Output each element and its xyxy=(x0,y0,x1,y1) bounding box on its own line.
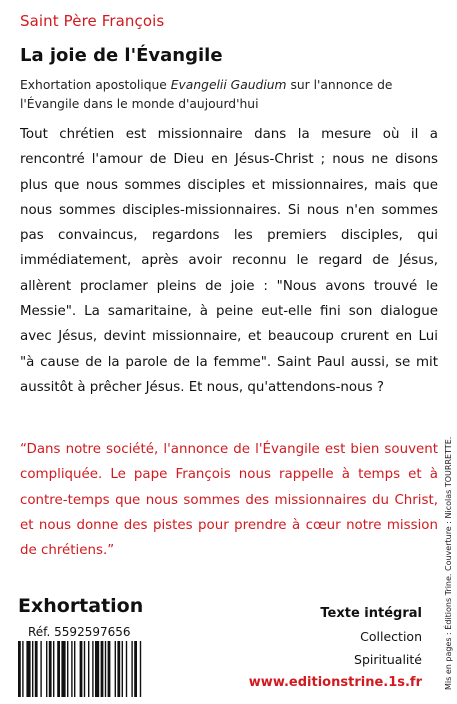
collection-label: Collection xyxy=(360,629,422,644)
collection-name: Spiritualité xyxy=(354,652,422,667)
subtitle-lead: Exhortation apostolique xyxy=(20,78,171,92)
publisher-website: www.editionstrine.1s.fr xyxy=(248,675,422,690)
publisher-block xyxy=(212,602,422,694)
book-title: La joie de l'Évangile xyxy=(20,45,223,66)
subtitle-tail: sur l'annonce de l'Évangile dans le monde d'aujourd'hui xyxy=(20,78,393,111)
blurb-quote: “Dans notre société, l'annonce de l'Évangile est bien souvent compliquée. Le pape François nous rappelle à temps et à contre-temps que nous sommes des missionnaires du Christ, et nous donne des pistes pour prendre à cœur notre mission de chrétiens.” xyxy=(20,442,438,559)
blurb-paragraph: Tout chrétien est missionnaire dans la mesure où il a rencontré l'amour de Dieu en Jésus-Christ ; nous ne disons plus que nous sommes disciples et missionnaires, mais que nous sommes disciples-missionnaires. Si nous n'en sommes pas convaincus, regardons les premiers disciples, qui immédiatement, après avoir reconnu le regard de Jésus, allèrent proclamer pleins de joie : "Nous avons trouvé le Messie". La samaritaine, à peine eut-elle fini son dialogue avec Jésus, devint missionnaire, et beaucoup crurent en Lui "à cause de la parole de la femme". Saint Paul aussi, se mit aussitôt à prêcher Jésus. Et nous, qu'attendons-nous ? xyxy=(20,127,438,395)
book-subtitle xyxy=(20,76,440,114)
integral-text-label: Texte intégral xyxy=(320,606,422,621)
side-credit: Mis en pages : Éditions Trine. Couverture : Nicolas TOURRETTE. xyxy=(444,436,453,690)
format-label: Exhortation xyxy=(18,595,144,617)
author-name: Saint Père François xyxy=(20,12,165,30)
barcode-icon xyxy=(18,641,186,697)
subtitle-italic: Evangelii Gaudium xyxy=(170,78,287,92)
reference-number: Réf. 5592597656 xyxy=(28,625,131,639)
